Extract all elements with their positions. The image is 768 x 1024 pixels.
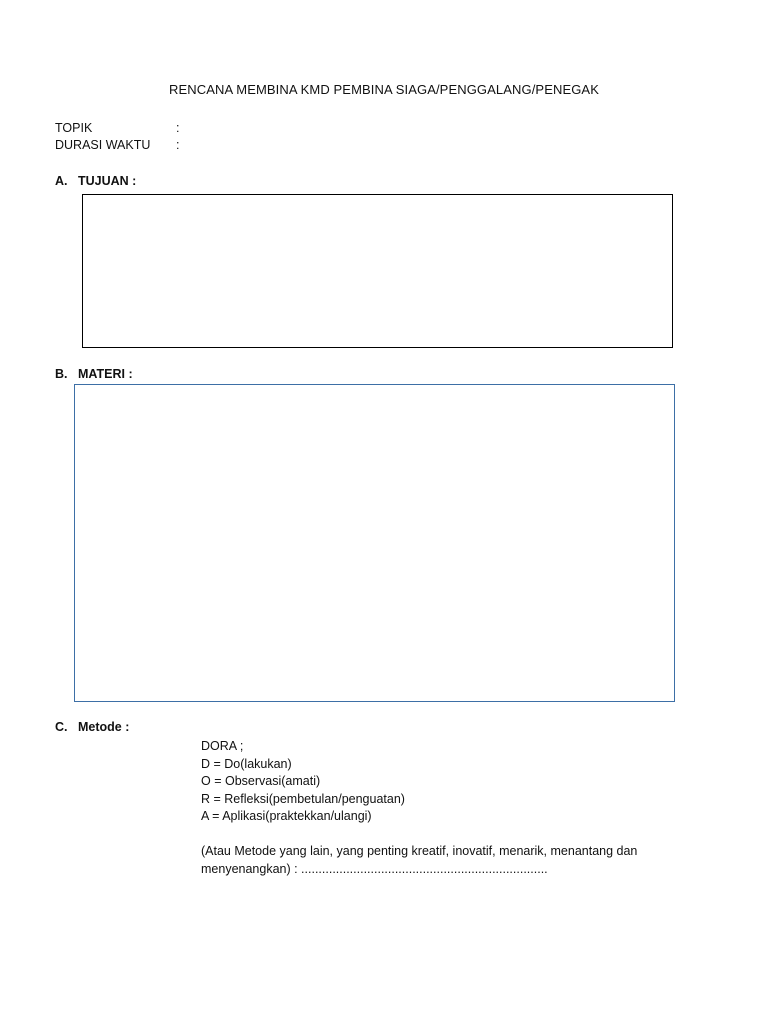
method-line-a: A = Aplikasi(praktekkan/ulangi) (201, 809, 372, 824)
method-line-dora: DORA ; (201, 739, 244, 753)
field-durasi-label: DURASI WAKTU (55, 138, 151, 152)
method-line-r: R = Refleksi(pembetulan/penguatan) (201, 791, 405, 806)
method-note-line-1: (Atau Metode yang lain, yang penting kreatif, inovatif, menarik, menantang dan (201, 844, 638, 858)
section-c-heading: Metode : (78, 720, 130, 734)
method-list (201, 738, 405, 826)
method-line-d: D = Do(lakukan) (201, 756, 292, 771)
method-note-line-2: menyenangkan) : ....................................................................... (201, 861, 548, 876)
method-line-o: O = Observasi(amati) (201, 774, 321, 789)
document-title: RENCANA MEMBINA KMD PEMBINA SIAGA/PENGGALANG/PENEGAK (169, 82, 599, 97)
tujuan-box[interactable] (82, 194, 673, 348)
field-topik-colon: : (176, 121, 180, 135)
section-a-letter: A. (55, 174, 68, 188)
section-a-heading: TUJUAN : (78, 174, 137, 188)
section-b-heading: MATERI : (78, 367, 133, 381)
section-c-letter: C. (55, 720, 68, 734)
field-durasi-colon: : (176, 138, 180, 152)
materi-box[interactable] (74, 384, 675, 702)
method-note (201, 843, 637, 878)
field-topik-label: TOPIK (55, 121, 93, 135)
section-b-letter: B. (55, 367, 68, 381)
